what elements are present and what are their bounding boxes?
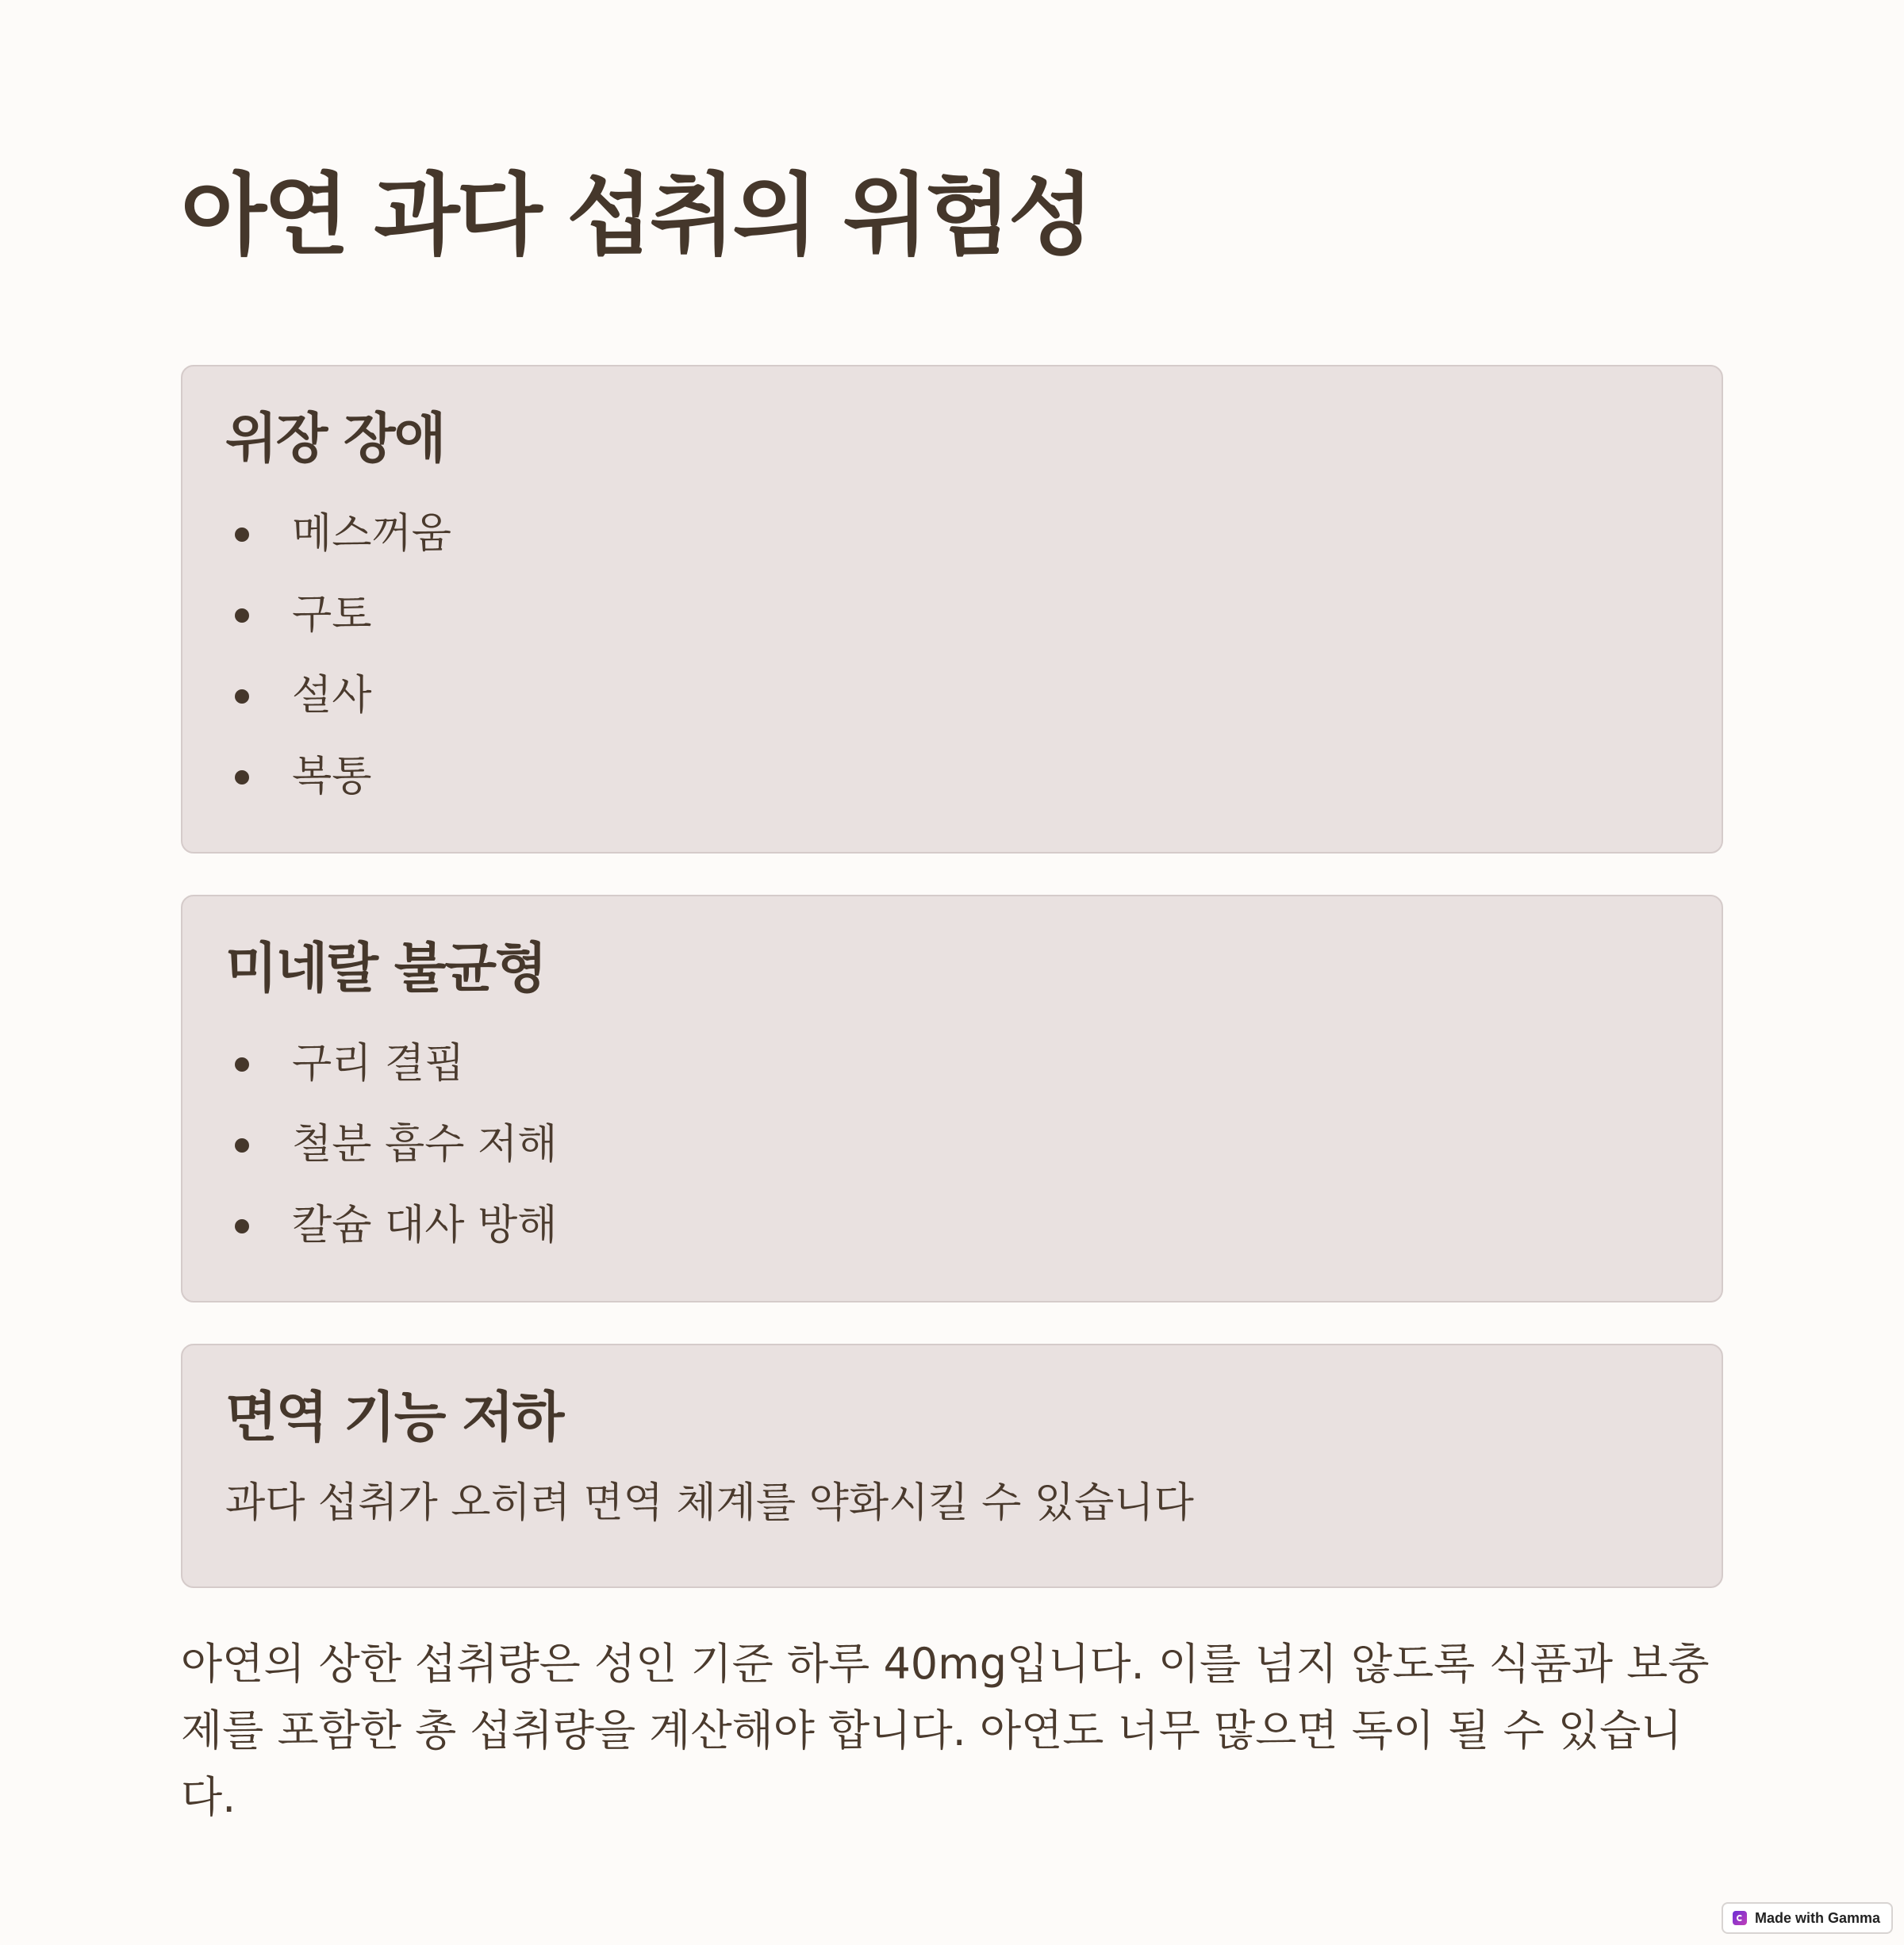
bullet-icon (235, 770, 249, 785)
list-item (225, 736, 1679, 817)
list-item (225, 1104, 1679, 1185)
bullet-list (225, 1023, 1679, 1266)
card-heading: 미네랄 불균형 (225, 938, 546, 1000)
list-item-label: 구리 결핍 (292, 1040, 465, 1088)
list-item (225, 1185, 1679, 1266)
card-gastrointestinal (181, 365, 1723, 854)
card-heading: 위장 장애 (225, 408, 445, 470)
card-mineral-imbalance (181, 895, 1723, 1302)
list-item-label: 복통 (292, 753, 372, 801)
list-item-label: 메스꺼움 (292, 510, 451, 558)
bullet-icon (235, 1138, 249, 1153)
gamma-logo-icon (1733, 1911, 1747, 1925)
list-item-label: 칼슘 대사 방해 (292, 1202, 558, 1250)
card-text: 과다 섭취가 오히려 면역 체계를 약화시킬 수 있습니다 (225, 1479, 1194, 1528)
list-item (225, 574, 1679, 655)
bullet-icon (235, 1219, 249, 1233)
list-item (225, 1023, 1679, 1104)
card-heading: 면역 기능 저하 (225, 1387, 563, 1449)
bullet-icon (235, 608, 249, 623)
page-title: 아연 과다 섭취의 위험성 (181, 164, 1091, 267)
card-immune-decline (181, 1344, 1723, 1588)
list-item-label: 구토 (292, 591, 372, 639)
badge-label: Made with Gamma (1754, 1909, 1880, 1926)
list-item-label: 철분 흡수 저해 (292, 1121, 558, 1169)
list-item (225, 655, 1679, 736)
list-item-label: 설사 (292, 672, 372, 720)
bullet-icon (235, 1057, 249, 1072)
made-with-gamma-badge[interactable] (1722, 1902, 1893, 1934)
bullet-icon (235, 527, 249, 542)
bullet-list (225, 493, 1679, 817)
list-item (225, 493, 1679, 574)
bullet-icon (235, 689, 249, 704)
summary-text: 아연의 상한 섭취량은 성인 기준 하루 40mg입니다. 이를 넘지 않도록 식품과 보충제를 포함한 총 섭취량을 계산해야 합니다. 아연도 너무 많으면 독이 될 수 있습니다. (181, 1639, 1710, 1822)
